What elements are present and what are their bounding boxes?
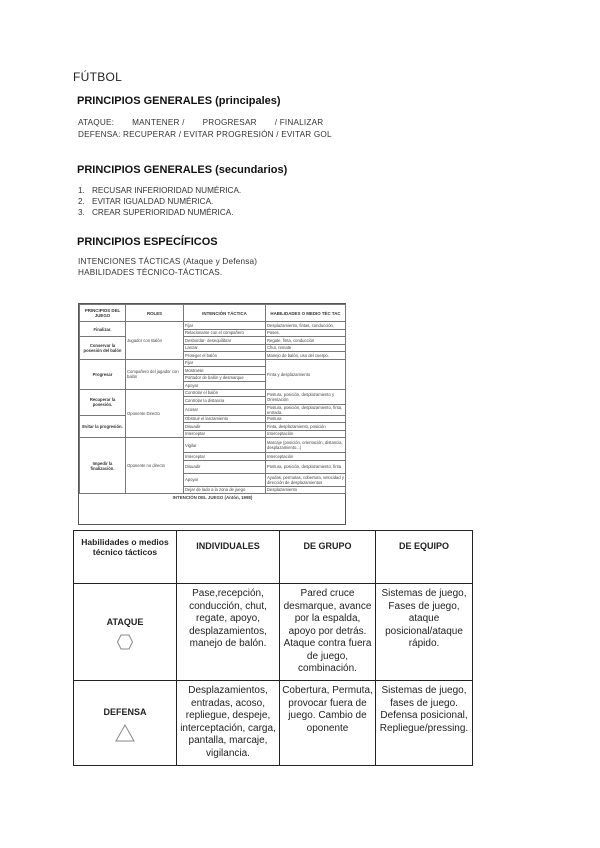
habilidades-line: HABILIDADES TÉCNICO-TÁCTICAS. xyxy=(78,268,223,277)
table1-header: ROLES xyxy=(126,305,184,322)
skill-cell: Finta y desplazamiento xyxy=(266,359,346,389)
table1-header: INTENCIÓN TÁCTICA xyxy=(184,305,266,322)
principle-cell: Finalizar. xyxy=(80,322,126,337)
attack-item: MANTENER / xyxy=(132,118,185,127)
skill-cell: Postura, posición, desplazamiento, finta, entrada. xyxy=(266,404,346,415)
skill-cell: Chut, remate xyxy=(266,344,346,352)
secondary-principles-list xyxy=(78,185,241,218)
row-label-defensa: DEFENSA xyxy=(74,681,177,766)
attack-item: PROGRESAR xyxy=(202,118,257,127)
principle-cell: Evitar la progresión. xyxy=(80,415,126,438)
intention-cell: Mostrarse xyxy=(184,367,266,375)
intention-cell: Interceptar xyxy=(184,430,266,438)
intenciones-line: INTENCIONES TÁCTICAS (Ataque y Defensa) xyxy=(78,257,258,266)
triangle-icon xyxy=(115,724,135,742)
cell-individuales: Pase,recepción, conducción, chut, regate, apoyo, desplazamientos, manejo de balón. xyxy=(177,584,280,681)
skill-cell: Postura, posición, desplazamiento, finta xyxy=(266,460,346,473)
cell-grupo: Cobertura, Permuta, provocar fuera de juego. Cambio de oponente xyxy=(280,681,376,766)
skills-table xyxy=(73,530,473,766)
intention-cell: Disuadir xyxy=(184,460,266,473)
cell-equipo: Sistemas de juego, fases de juego. Defensa posicional, Repliegue/pressing. xyxy=(376,681,473,766)
table2-header: INDIVIDUALES xyxy=(177,531,280,584)
principle-cell: Progresar xyxy=(80,359,126,389)
intention-cell: Obstruir el lanzamiento xyxy=(184,415,266,423)
role-cell: Oponente no directo xyxy=(126,438,184,494)
skill-cell: Ayudas, permutas, cobertura, velocidad y dirección de desplazamientos xyxy=(267,474,344,485)
table1-header: PRINCIPIOS DEL JUEGO xyxy=(80,305,126,322)
list-item: 2. EVITAR IGUALDAD NUMÉRICA. xyxy=(78,197,214,206)
intention-cell: Interceptar xyxy=(184,453,266,461)
intention-cell: Vigilar xyxy=(184,438,266,453)
intention-cell: Apoyar xyxy=(184,473,266,486)
intention-cell: Proteger el balón xyxy=(184,352,266,360)
role-cell: Jugador con Balón xyxy=(126,322,184,360)
defense-line: DEFENSA: RECUPERAR / EVITAR PROGRESIÓN / EVITAR GOL xyxy=(78,130,332,139)
table1-header: HABILIDADES O MEDIO TÉC TAC xyxy=(266,305,346,322)
cell-equipo: Sistemas de juego, Fases de juego, ataque posicional/ataque rápido. xyxy=(376,584,473,681)
skill-cell: Interceptación xyxy=(266,430,346,438)
skill-cell: Finta, desplazamiento, posición xyxy=(266,423,346,431)
intention-cell: Relacionarse con el compañero xyxy=(184,329,266,337)
intention-cell: Fijar xyxy=(184,359,266,367)
intention-cell: Desbordar- desequilibrar xyxy=(184,337,266,345)
heading-principios-secundarios: PRINCIPIOS GENERALES (secundarios) xyxy=(77,164,288,176)
intention-cell: Portador de balón y desmarque xyxy=(184,374,266,382)
list-item: 3. CREAR SUPERIORIDAD NUMÉRICA. xyxy=(78,208,234,217)
intention-cell: Apoyar xyxy=(184,382,266,390)
skill-cell: Pases. xyxy=(266,329,346,337)
intention-table-image xyxy=(78,303,346,525)
skill-cell: Desplazamiento xyxy=(266,486,346,494)
intention-cell: Controlar el balón xyxy=(184,389,266,397)
table2-header: DE EQUIPO xyxy=(376,531,473,584)
intention-cell: Disuadir xyxy=(184,423,266,431)
principle-cell: Conservar la posesión del balón xyxy=(80,337,126,360)
attack-line xyxy=(78,118,323,127)
list-item: 1. RECUSAR INFERIORIDAD NUMÉRICA. xyxy=(78,186,242,195)
intention-cell: Controlar la distancia xyxy=(184,397,266,405)
cell-grupo: Pared cruce desmarque, avance por la espalda, apoyo por detrás. Ataque contra fuera de juego, combinación. xyxy=(280,584,376,681)
role-cell: Compañero del jugador con balón xyxy=(126,359,184,389)
intention-cell: Acosar xyxy=(184,404,266,415)
skill-cell: Marcaje (posición, orientación, distancia, desplazamiento...) xyxy=(266,438,346,453)
page-title: FÚTBOL xyxy=(73,70,123,84)
skill-cell: Regate, finta, conducción xyxy=(266,337,346,345)
table2-header: DE GRUPO xyxy=(280,531,376,584)
skill-cell: Postura, posición, desplazamiento y Orientación xyxy=(266,389,346,404)
skill-cell: Interceptación xyxy=(266,453,346,461)
cell-individuales: Desplazamientos, entradas, acoso, repliegue, despeje, interceptación, carga, pantalla, marcaje, vigilancia. xyxy=(177,681,280,766)
heading-principios-especificos: PRINCIPIOS ESPECÍFICOS xyxy=(77,236,218,248)
intention-cell: Fijar xyxy=(184,322,266,330)
row-label-ataque: ATAQUE xyxy=(74,584,177,681)
skill-cell: Manejo de balón, uso del cuerpo. xyxy=(266,352,346,360)
intention-cell: Lanzar xyxy=(184,344,266,352)
skill-cell: Postura xyxy=(266,415,346,423)
intention-cell: Dejar de lado a la zona de juego xyxy=(184,486,266,494)
table-row xyxy=(74,681,473,766)
skill-cell: Desplazamiento, fintas, conducción. xyxy=(266,322,346,330)
principle-cell: Impedir la finalización. xyxy=(80,438,126,494)
principle-cell: Recuperar la posesión. xyxy=(80,389,126,415)
heading-principios-principales: PRINCIPIOS GENERALES (principales) xyxy=(77,95,281,107)
role-cell: Oponente Directo xyxy=(126,389,184,438)
attack-item: / FINALIZAR xyxy=(274,118,324,127)
table2-header: Habilidades o medios técnico tácticos xyxy=(74,531,177,584)
attack-label: ATAQUE: xyxy=(78,118,115,127)
table-row xyxy=(74,584,473,681)
hexagon-icon xyxy=(117,634,133,650)
table1-footer: INTENCIÓN DEL JUEGO (Antón, 1998) xyxy=(172,495,253,500)
